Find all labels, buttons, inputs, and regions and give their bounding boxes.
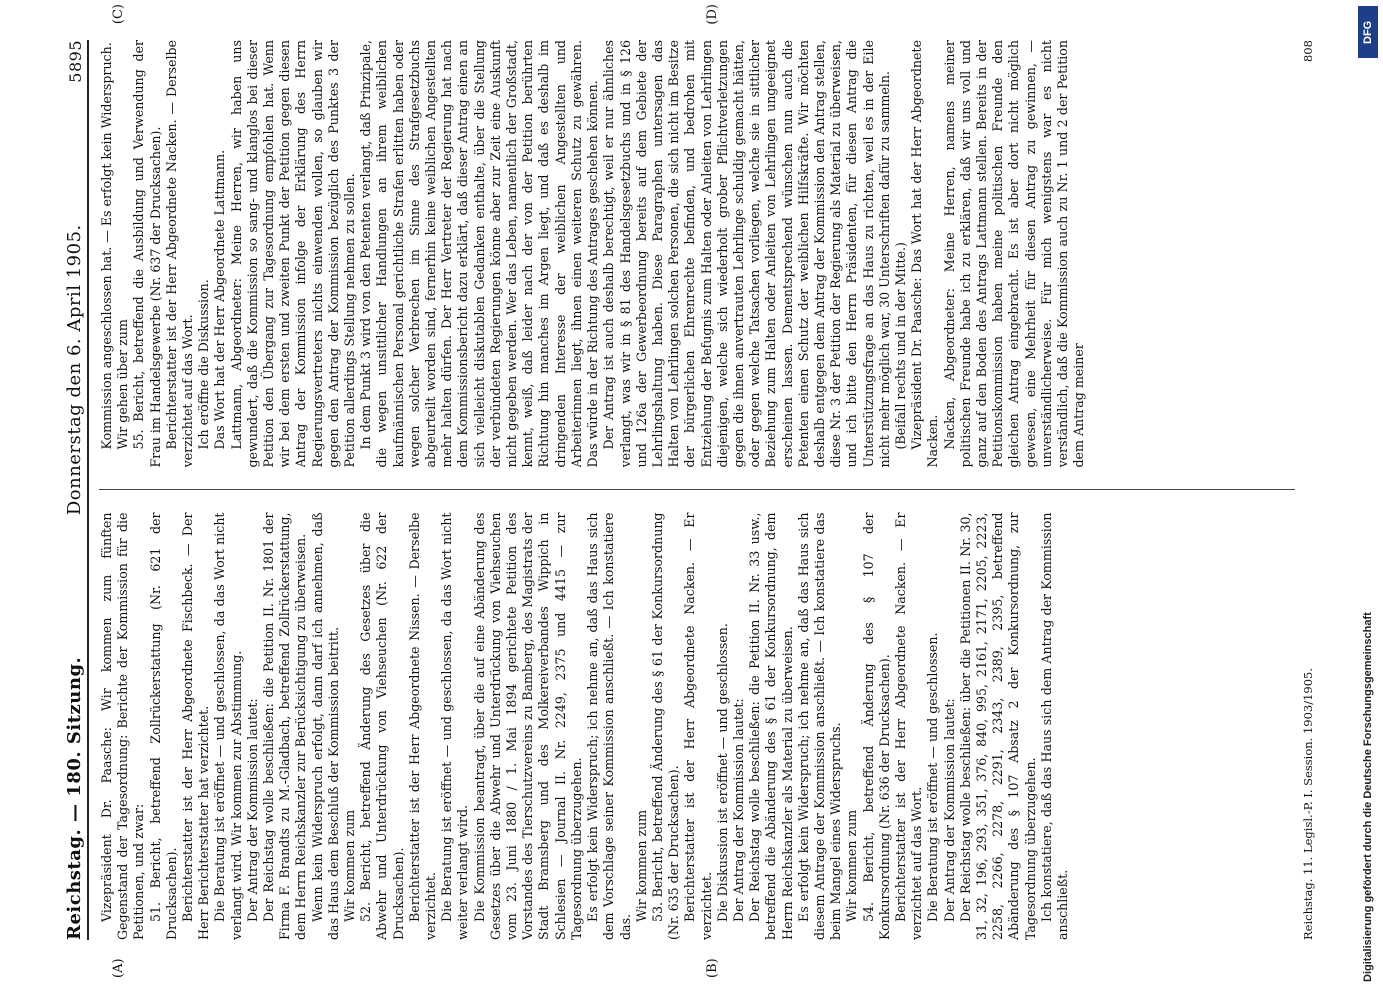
- paragraph: In dem Punkt 3 wird von den Petenten verlangt, daß Prinzipale, die wegen unsittlicher Handlungen an ihrem weiblichen kaufmännischen Personal gerichtliche Strafen erlitten haben oder wegen solcher Verbrechen im Sinne des Strafgesetzbuchs abgeurteilt worden sind, fernerhin keine weiblichen Angestellten mehr halten dürfen. Der Herr Vertreter der Regierung hat nach dem Kommissionsbericht dazu erklärt, daß dieser Antrag einen an sich vielleicht diskutablen Gedanken enthalte, über die Stellung der verbündeten Regierungen könne aber zur Zeit eine Auskunft nicht gegeben werden. Wer das Leben, namentlich der Großstadt, kennt, weiß, daß leider nach der von der Petition berührten Richtung hin manches im Argen liegt, und daß es deshalb im dringenden Interesse der weiblichen Angestellten und Arbeiterinnen liegt, ihnen einen weiteren Schutz zu gewähren. Das würde in der Richtung des Antrages geschehen können.: [358, 40, 601, 468]
- paragraph: 54. Bericht, betreffend Änderung des § 107 der Konkursordnung (Nr. 636 der Drucksachen).: [860, 512, 892, 940]
- paragraph: Die Beratung ist eröffnet — und geschlossen.: [925, 632, 941, 922]
- paragraph: Berichterstatter ist der Herr Abgeordnete Nacken. — Derselbe verzichtet auf das Wort.: [163, 40, 196, 468]
- paragraph: Berichterstatter ist der Herr Abgeordnete Nacken. — Er verzichtet auf das Wort.: [892, 512, 925, 940]
- paragraph: Wenn kein Widerspruch erfolgt, dann darf ich annehmen, daß das Haus dem Beschluß der Kommission beitritt.: [309, 512, 341, 940]
- paragraph: Vizepräsident Dr. Paasche: Wir kommen zum fünften Gegenstand der Tagesordnung: Berichte der Kommission für die Petitionen, und zwar:: [99, 512, 147, 940]
- footer-publication: Reichstag. 11. Legisl.-P. I. Session. 1903/1905.: [1301, 667, 1315, 940]
- paragraph: Die Kommission beantragt, über die auf eine Abänderung des Gesetzes über die Abwehr und Unterdrückung von Viehseuchen vom 23. Juni 1880 / 1. Mai 1894 gerichtete Petition des Vorstandes des Tierschutzvereins zu Bamberg, des Magistrats der Stadt Bramsberg und des Molkereiverbandes Wippich in Schlesien — Journal II. Nr. 2249, 2375 und 4415 — zur Tagesordnung überzugehen.: [471, 512, 584, 940]
- paragraph: Wir kommen zum: [633, 809, 649, 922]
- paragraph: 55. Bericht, betreffend die Ausbildung und Verwendung der Frau im Handelsgewerbe (Nr. 637 der Drucksachen).: [131, 40, 163, 468]
- digitization-credit: Digitalisierung gefördert durch die Deutsche Forschungsgemeinschaft: [1362, 612, 1374, 982]
- header-chamber-session: Reichstag. — 180. Sitzung.: [64, 656, 85, 940]
- header-date: Donnerstag den 6. April 1905.: [64, 224, 85, 516]
- text-columns: [99, 40, 1295, 940]
- paragraph: 53. Bericht, betreffend Änderung des § 61 der Konkursordnung (Nr. 635 der Drucksachen).: [649, 512, 682, 940]
- paragraph: Die Diskussion ist eröffnet — und geschlossen.: [714, 623, 730, 922]
- paragraph: Der Reichstag wolle beschließen: die Petition II. Nr. 33 usw., betreffend die Abänderung des § 61 der Konkursordnung, dem Herrn Reichskanzler als Material zu überweisen.: [747, 512, 795, 940]
- paragraph: Ich eröffne die Diskussion.: [196, 279, 212, 450]
- dfg-logo: DFG: [1358, 6, 1378, 58]
- margin-marker-b: (B): [705, 958, 720, 978]
- scanned-page: [25, 0, 1335, 1000]
- page-number: 5895: [66, 40, 85, 83]
- left-column: [99, 513, 1295, 941]
- paragraph: Nacken, Abgeordneter: Meine Herren, namens meiner politischen Freunde habe ich zu erklären, daß wir uns voll und ganz auf den Boden des Antrags Lattmann stellen. Bereits in der Petitionskommission haben meine politischen Freunde den gleichen Antrag eingebracht. Es ist aber dort nicht möglich gewesen, eine Mehrheit für diesen Antrag zu gewinnen, — unverständlicherweise. Für mich wenigstens war es nicht verständlich, daß die Kommission auch zu Nr. 1 und 2 der Petition dem Antrag meiner: [941, 40, 1087, 468]
- paragraph: Es erfolgt kein Widerspruch; ich nehme an, daß das Haus sich diesem Antrage der Kommission anschließt. — Ich konstatiere das beim Mangel eines Widerspruchs.: [795, 512, 844, 940]
- margin-marker-d: (D): [705, 4, 720, 25]
- paragraph: Lattmann, Abgeordneter: Meine Herren, wir haben uns gewundert, daß die Kommission so sang- und klanglos bei dieser Petition den Übergang zur Tagesordnung empfohlen hat. Wenn wir bei dem ersten und zweiten Punkt der Petition gegen diesen Antrag der Kommission infolge der Erklärung des Herrn Regierungsvertreters nichts einwenden wollen, so glauben wir gegen den Antrag der Kommission bezüglich des Punktes 3 der Petition allerdings Stellung nehmen zu sollen.: [228, 40, 358, 468]
- paragraph: Der Antrag der Kommission lautet:: [730, 698, 746, 922]
- paragraph: Der Reichstag wolle beschließen: die Petition II. Nr. 1801 der Firma F. Brandts zu M.-Gladbach, betreffend Zollrückerstattung, dem Herrn Reichskanzler zur Berücksichtigung zu überweisen.: [261, 512, 309, 940]
- paragraph: Das Wort hat der Herr Abgeordnete Lattmann.: [212, 149, 228, 450]
- paragraph: Berichterstatter ist der Herr Abgeordnete Nissen. — Derselbe verzichtet.: [406, 512, 439, 940]
- paragraph: Die Beratung ist eröffnet — und geschlossen, da das Wort nicht verlangt wird. Wir kommen zur Abstimmung.: [212, 512, 244, 940]
- paragraph: Der Antrag der Kommission lautet:: [941, 698, 957, 922]
- page-footer: [1301, 40, 1319, 940]
- margin-marker-a: (A): [111, 958, 126, 978]
- paragraph: Der Antrag der Kommission lautet:: [244, 698, 260, 922]
- paragraph: Ich konstatiere, daß das Haus sich dem Antrag der Kommission anschließt.: [1038, 512, 1070, 940]
- paragraph: Es erfolgt kein Widerspruch; ich nehme an, daß das Haus sich dem Vorschlage seiner Kommission anschließt. — Ich konstatiere das.: [585, 512, 633, 940]
- header-rule: [87, 40, 89, 940]
- margin-marker-c: (C): [111, 4, 126, 25]
- paragraph: Der Antrag ist auch deshalb berechtigt, weil er nur ähnliches verlangt, was wir in § 81 des Handelsgesetzbuchs und in § 126 und 126a der Gewerbeordnung bereits auf dem Gebiete der Lehrlingshaltung haben. Diese Paragraphen untersagen das Halten von Lehrlingen solchen Personen, die sich nicht im Besitze der bürgerlichen Ehrenrechte befinden, und bedrohen mit Entziehung der Befugnis zum Halten oder Anleiten von Lehrlingen diejenigen, welche sich wiederholt grober Pflichtverletzungen gegen die ihnen anvertrauten Lehrlinge schuldig gemacht hätten, oder gegen welche Tatsachen vorliegen, welche sie in sittlicher Beziehung zum Halten oder Anleiten von Lehrlingen ungeeignet erscheinen lassen. Dementsprechend wünschen nun auch die Petenten einen Schutz der weiblichen Hilfskräfte. Wir möchten deshalb entgegen dem Antrag der Kommission den Antrag stellen, diese Nr. 3 der Petition der Regierung als Material zu überweisen, und ich bitte den Herrn Präsidenten, für diesen Antrag die Unterstützungsfrage an das Haus zu richten, weil es in der Eile nicht mehr möglich war, 30 Unterschriften dafür zu sammeln.: [601, 40, 892, 468]
- column-divider: [99, 490, 1295, 491]
- paragraph: Die Beratung ist eröffnet — und geschlossen, da das Wort nicht weiter verlangt wird.: [439, 512, 471, 940]
- paragraph: (Beifall rechts und in der Mitte.): [892, 242, 908, 450]
- paragraph: Berichterstatter ist der Herr Abgeordnete Fischbeck. — Der Herr Berichterstatter hat verzichtet.: [180, 512, 212, 940]
- paragraph: Kommission angeschlossen hat. — Es erfolgt kein Widerspruch.: [99, 42, 114, 450]
- footer-sheet-number: 808: [1301, 40, 1315, 62]
- digitization-stamp: [1355, 0, 1381, 1000]
- page-header: [59, 40, 85, 940]
- paragraph: Vizepräsident Dr. Paasche: Das Wort hat der Herr Abgeordnete Nacken.: [909, 40, 941, 468]
- paragraph: 52. Bericht, betreffend Änderung des Gesetzes über die Abwehr und Unterdrückung von Viehseuchen (Nr. 622 der Drucksachen).: [358, 512, 406, 940]
- paragraph: Berichterstatter ist der Herr Abgeordnete Nacken. — Er verzichtet.: [682, 512, 714, 940]
- paragraph: Wir kommen zum: [342, 809, 358, 922]
- paragraph: Der Reichstag wolle beschließen: über die Petitionen II. Nr. 30, 31, 32, 196, 293, 351, 376, 840, 995, 2161, 2171, 2205, 2223, 2258, 2266, 2278, 2291, 2343, 2389, 2395, betreffend Abänderung des § 107 Absatz 2 der Konkursordnung, zur Tagesordnung überzugehen.: [957, 512, 1038, 940]
- paragraph: 51. Bericht, betreffend Zollrückerstattung (Nr. 621 der Drucksachen).: [147, 512, 179, 940]
- right-column: [99, 40, 1295, 468]
- paragraph: Wir gehen über zum: [115, 319, 131, 450]
- paragraph: Wir kommen zum: [844, 809, 860, 922]
